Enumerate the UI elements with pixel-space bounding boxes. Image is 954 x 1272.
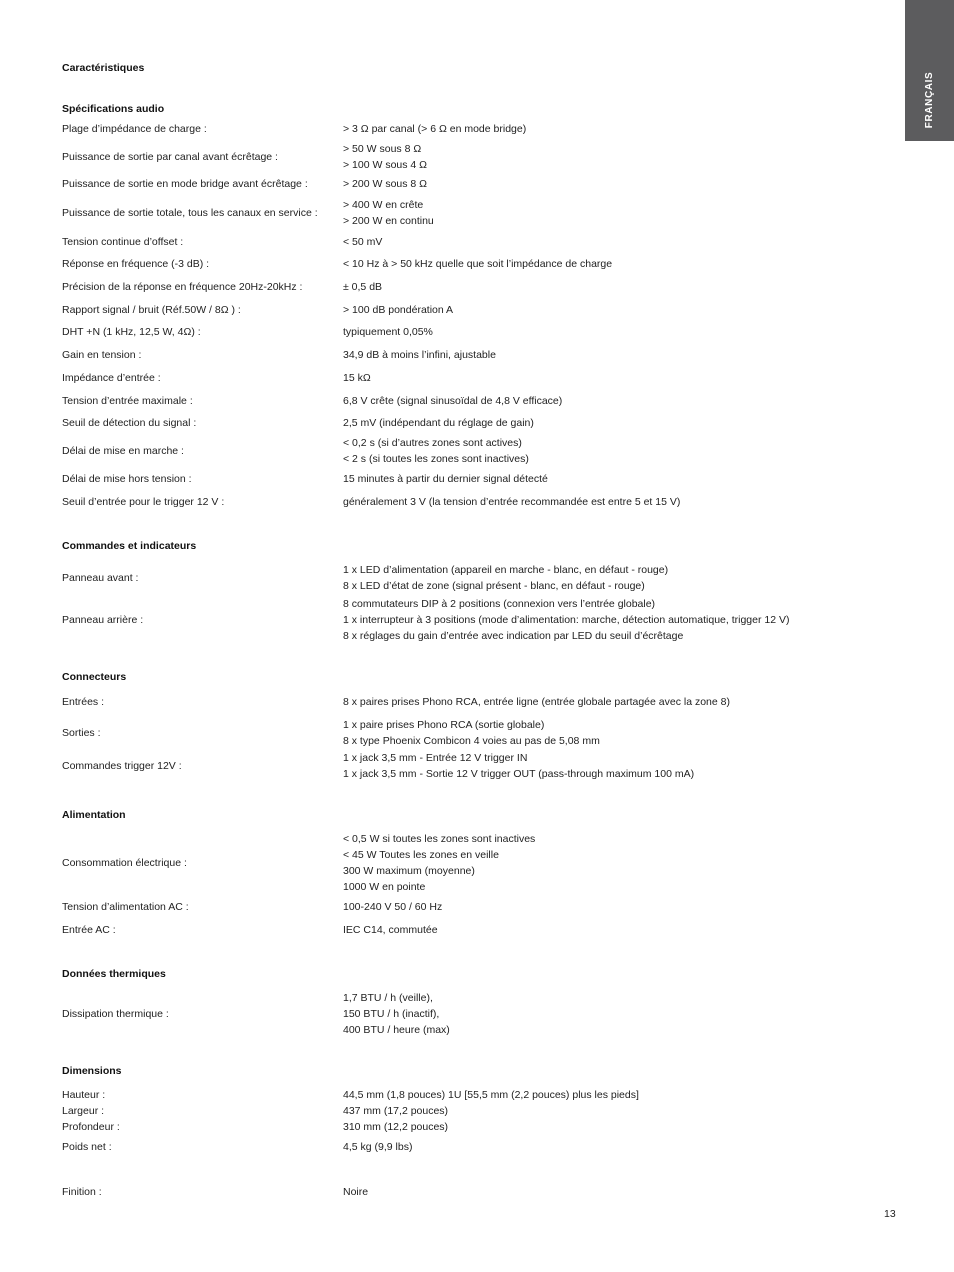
- spec-value: [343, 121, 842, 137]
- spec-row: [62, 596, 842, 644]
- section-title-thermal: Données thermiques: [62, 968, 166, 980]
- spec-value: [343, 1139, 842, 1155]
- spec-value-line: > 50 W sous 8 Ω: [343, 143, 422, 155]
- spec-value-line: > 200 W en continu: [343, 215, 434, 227]
- spec-value: [343, 831, 842, 895]
- spec-value: [343, 750, 842, 782]
- spec-label: Puissance de sortie par canal avant écrêtage :: [62, 151, 278, 163]
- spec-value-line: 34,9 dB à moins l’infini, ajustable: [343, 349, 496, 361]
- spec-row: [62, 717, 842, 749]
- spec-value: [343, 922, 842, 938]
- spec-row: [62, 1119, 842, 1135]
- spec-value: [343, 596, 842, 644]
- spec-value-line: Noire: [343, 1186, 369, 1198]
- spec-value-line: 8 x paires prises Phono RCA, entrée ligne (entrée globale partagée avec la zone 8): [343, 696, 730, 708]
- spec-value-line: 1000 W en pointe: [343, 881, 426, 893]
- spec-row: [62, 694, 842, 710]
- spec-label: Puissance de sortie totale, tous les canaux en service :: [62, 207, 318, 219]
- spec-value-line: < 50 mV: [343, 236, 383, 248]
- spec-value-line: généralement 3 V (la tension d’entrée recommandée est entre 5 et 15 V): [343, 496, 681, 508]
- spec-row: [62, 302, 842, 318]
- spec-label: Seuil de détection du signal :: [62, 417, 197, 429]
- spec-value-line: ± 0,5 dB: [343, 281, 383, 293]
- spec-value-line: 300 W maximum (moyenne): [343, 865, 475, 877]
- spec-label: Poids net :: [62, 1141, 112, 1153]
- spec-label: Finition :: [62, 1186, 102, 1198]
- spec-row: [62, 121, 842, 137]
- spec-label: Entrée AC :: [62, 924, 116, 936]
- spec-label: Tension continue d’offset :: [62, 236, 184, 248]
- spec-row: [62, 750, 842, 782]
- spec-label: Délai de mise en marche :: [62, 445, 184, 457]
- spec-row: [62, 256, 842, 272]
- spec-label: Rapport signal / bruit (Réf.50W / 8Ω ) :: [62, 304, 241, 316]
- section-title-dimensions: Dimensions: [62, 1065, 122, 1077]
- spec-value-line: < 2 s (si toutes les zones sont inactives): [343, 453, 529, 465]
- spec-row: [62, 415, 842, 431]
- spec-label: Plage d’impédance de charge :: [62, 123, 207, 135]
- page-number: 13: [884, 1208, 896, 1220]
- spec-value-line: 4,5 kg (9,9 lbs): [343, 1141, 413, 1153]
- language-tab: [905, 0, 954, 141]
- spec-value: [343, 717, 842, 749]
- spec-value: [343, 197, 842, 229]
- spec-label: Impédance d’entrée :: [62, 372, 161, 384]
- spec-value: [343, 234, 842, 250]
- spec-value-line: 1 x LED d’alimentation (appareil en marche - blanc, en défaut - rouge): [343, 564, 669, 576]
- section-title-audio: Spécifications audio: [62, 103, 165, 115]
- spec-label: Puissance de sortie en mode bridge avant écrêtage :: [62, 178, 308, 190]
- spec-value: [343, 899, 842, 915]
- spec-label: Hauteur :: [62, 1089, 106, 1101]
- spec-value-line: 1,7 BTU / h (veille),: [343, 992, 433, 1004]
- spec-row: [62, 471, 842, 487]
- spec-label: Entrées :: [62, 696, 105, 708]
- spec-value-line: > 400 W en crête: [343, 199, 424, 211]
- spec-value-line: 6,8 V crête (signal sinusoïdal de 4,8 V efficace): [343, 395, 563, 407]
- spec-value: [343, 393, 842, 409]
- spec-value-line: < 45 W Toutes les zones en veille: [343, 849, 499, 861]
- spec-value: [343, 256, 842, 272]
- spec-value: [343, 279, 842, 295]
- spec-value: [343, 471, 842, 487]
- spec-label: Précision de la réponse en fréquence 20Hz-20kHz :: [62, 281, 303, 293]
- page-title: Caractéristiques: [62, 62, 145, 74]
- spec-label: Largeur :: [62, 1105, 105, 1117]
- spec-value: [343, 302, 842, 318]
- spec-value-line: 15 kΩ: [343, 372, 371, 384]
- spec-value-line: 44,5 mm (1,8 pouces) 1U [55,5 mm (2,2 pouces) plus les pieds]: [343, 1089, 639, 1101]
- spec-value: [343, 176, 842, 192]
- spec-value-line: 8 commutateurs DIP à 2 positions (connexion vers l’entrée globale): [343, 598, 656, 610]
- spec-label: Profondeur :: [62, 1121, 120, 1133]
- spec-row: [62, 562, 842, 594]
- spec-label: DHT +N (1 kHz, 12,5 W, 4Ω) :: [62, 326, 201, 338]
- spec-label: Consommation électrique :: [62, 857, 187, 869]
- spec-label: Gain en tension :: [62, 349, 142, 361]
- spec-value-line: > 100 dB pondération A: [343, 304, 454, 316]
- spec-value-line: < 10 Hz à > 50 kHz quelle que soit l’impédance de charge: [343, 258, 613, 270]
- spec-row: [62, 234, 842, 250]
- spec-row: [62, 1103, 842, 1119]
- spec-row: [62, 279, 842, 295]
- spec-value: [343, 435, 842, 467]
- spec-row: [62, 1087, 842, 1103]
- spec-row: [62, 435, 842, 467]
- spec-row: [62, 1139, 842, 1155]
- section-title-controls: Commandes et indicateurs: [62, 540, 197, 552]
- spec-value-line: 8 x réglages du gain d’entrée avec indication par LED du seuil d’écrêtage: [343, 630, 684, 642]
- spec-row: [62, 922, 842, 938]
- spec-row: [62, 831, 842, 895]
- section-title-connectors: Connecteurs: [62, 671, 127, 683]
- spec-row: [62, 324, 842, 340]
- spec-value-line: 150 BTU / h (inactif),: [343, 1008, 440, 1020]
- spec-value-line: < 0,2 s (si d’autres zones sont actives): [343, 437, 522, 449]
- spec-row: [62, 197, 842, 229]
- spec-value-line: > 3 Ω par canal (> 6 Ω en mode bridge): [343, 123, 527, 135]
- spec-value: [343, 1103, 842, 1119]
- spec-label: Seuil d’entrée pour le trigger 12 V :: [62, 496, 225, 508]
- spec-value-line: 15 minutes à partir du dernier signal détecté: [343, 473, 548, 485]
- spec-value-line: 8 x LED d’état de zone (signal présent - blanc, en défaut - rouge): [343, 580, 645, 592]
- spec-row: [62, 176, 842, 192]
- spec-value: [343, 694, 842, 710]
- spec-value-line: 1 x jack 3,5 mm - Entrée 12 V trigger IN: [343, 752, 528, 764]
- spec-value-line: typiquement 0,05%: [343, 326, 433, 338]
- spec-value: [343, 370, 842, 386]
- spec-value-line: 1 x jack 3,5 mm - Sortie 12 V trigger OUT (pass-through maximum 100 mA): [343, 768, 695, 780]
- spec-value: [343, 494, 842, 510]
- spec-value-line: 8 x type Phoenix Combicon 4 voies au pas de 5,08 mm: [343, 735, 600, 747]
- spec-value-line: 1 x interrupteur à 3 positions (mode d’alimentation: marche, détection automatique, trigger 12 V): [343, 614, 790, 626]
- spec-value-line: 2,5 mV (indépendant du réglage de gain): [343, 417, 534, 429]
- spec-label: Tension d’entrée maximale :: [62, 395, 193, 407]
- spec-value-line: 400 BTU / heure (max): [343, 1024, 450, 1036]
- spec-value-line: 1 x paire prises Phono RCA (sortie globale): [343, 719, 545, 731]
- spec-value: [343, 562, 842, 594]
- spec-label: Commandes trigger 12V :: [62, 760, 182, 772]
- spec-value: [343, 1087, 842, 1103]
- spec-label: Panneau avant :: [62, 572, 139, 584]
- spec-row: [62, 370, 842, 386]
- spec-label: Panneau arrière :: [62, 614, 144, 626]
- spec-value: [343, 324, 842, 340]
- spec-label: Sorties :: [62, 727, 101, 739]
- spec-value-line: < 0,5 W si toutes les zones sont inactives: [343, 833, 536, 845]
- spec-value: [343, 1184, 842, 1200]
- spec-value: [343, 141, 842, 173]
- spec-row: [62, 990, 842, 1038]
- spec-value: [343, 990, 842, 1038]
- spec-value-line: > 100 W sous 4 Ω: [343, 159, 428, 171]
- spec-value-line: > 200 W sous 8 Ω: [343, 178, 428, 190]
- spec-label: Tension d’alimentation AC :: [62, 901, 189, 913]
- section-title-power: Alimentation: [62, 809, 126, 821]
- spec-row: [62, 899, 842, 915]
- spec-value: [343, 1119, 842, 1135]
- spec-row: [62, 1184, 842, 1200]
- spec-value-line: 100-240 V 50 / 60 Hz: [343, 901, 443, 913]
- language-tab-label: FRANÇAIS: [923, 71, 935, 129]
- spec-label: Dissipation thermique :: [62, 1008, 169, 1020]
- spec-value: [343, 415, 842, 431]
- spec-value-line: 437 mm (17,2 pouces): [343, 1105, 449, 1117]
- spec-label: Réponse en fréquence (-3 dB) :: [62, 258, 210, 270]
- spec-row: [62, 393, 842, 409]
- spec-row: [62, 494, 842, 510]
- spec-value-line: 310 mm (12,2 pouces): [343, 1121, 449, 1133]
- spec-label: Délai de mise hors tension :: [62, 473, 192, 485]
- spec-row: [62, 141, 842, 173]
- spec-value: [343, 347, 842, 363]
- spec-value-line: IEC C14, commutée: [343, 924, 438, 936]
- spec-row: [62, 347, 842, 363]
